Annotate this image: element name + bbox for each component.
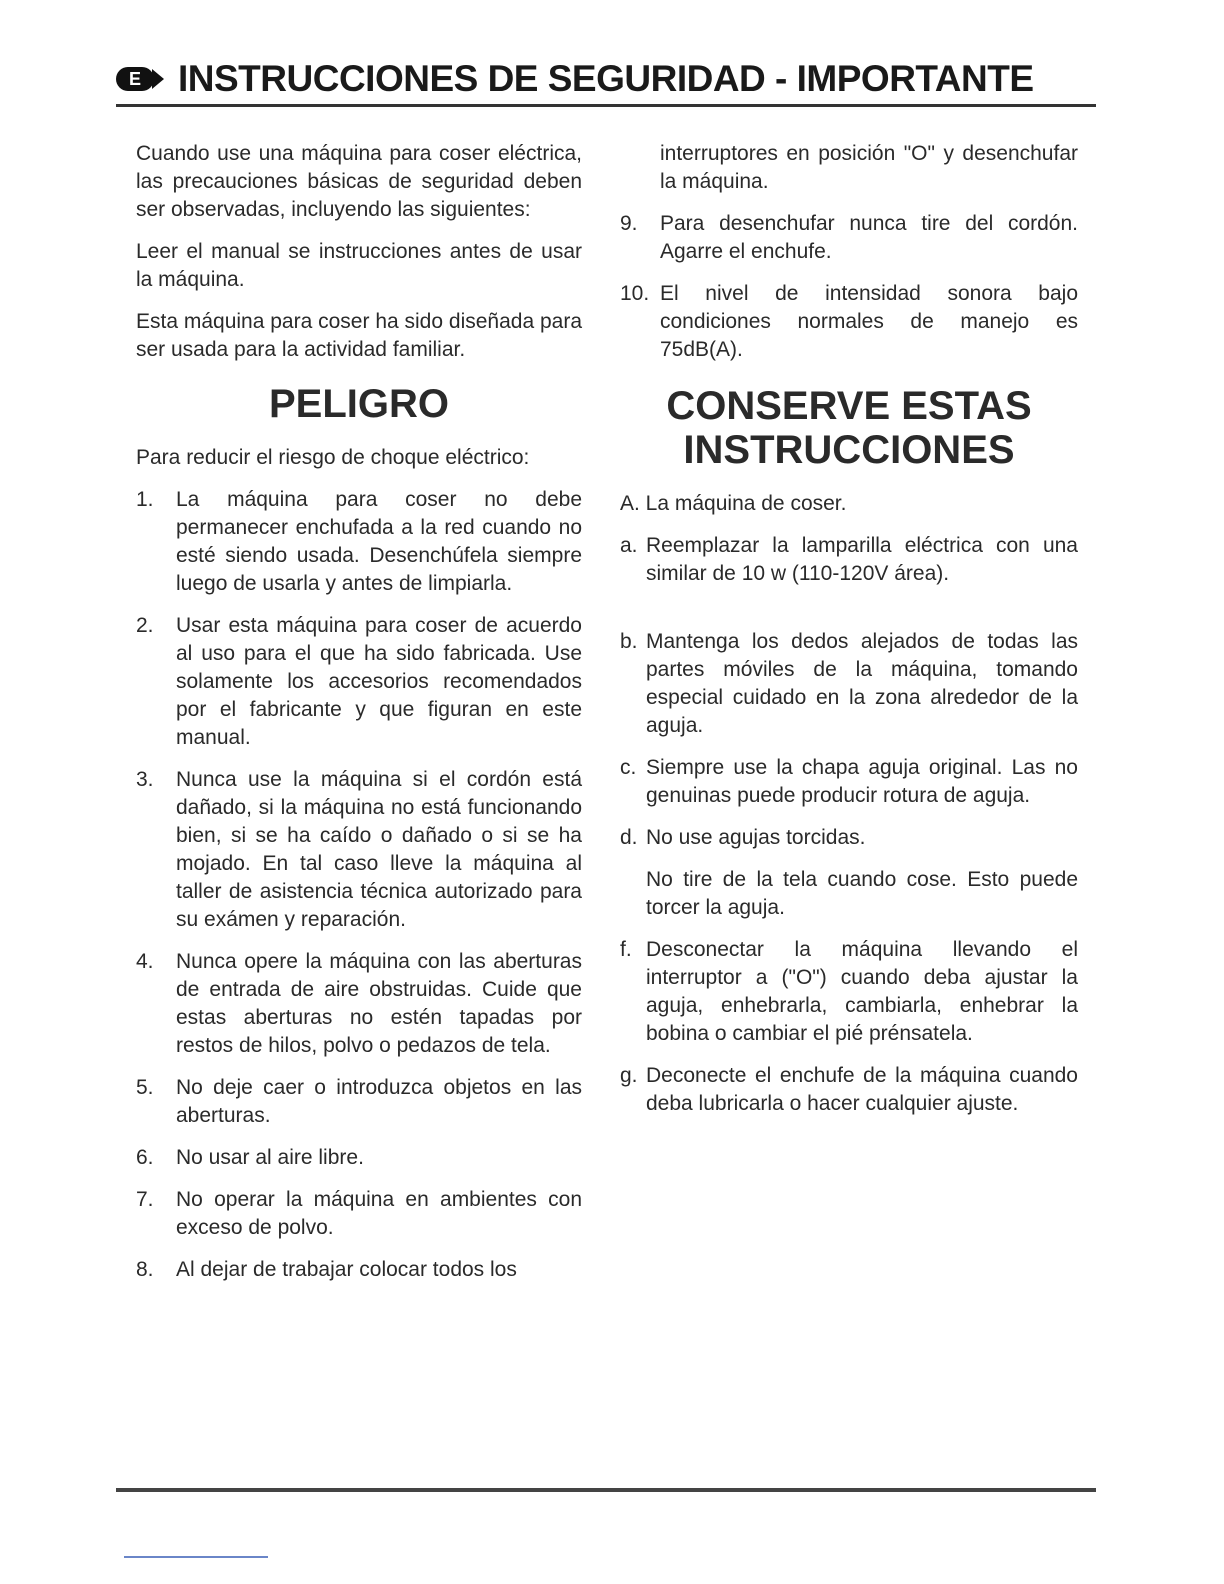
heading-line: CONSERVE ESTAS (666, 384, 1032, 428)
section-a: A. La máquina de coser. (620, 492, 847, 515)
item-letter: b. (620, 630, 638, 653)
item-continuation: interruptores en posición "O" y desenchufar la máquina. (660, 142, 1078, 193)
item-text: Desconectar la máquina llevando el interruptor a ("O") cuando deba ajustar la aguja, enhebrarla, cambiarla, enhebrar la bobina o cambiar el pié prénsatela. (646, 938, 1078, 1045)
danger-heading: PELIGRO (268, 382, 450, 426)
item-number: 8. (136, 1258, 154, 1281)
footer-rule (116, 1488, 1096, 1492)
item-number: 5. (136, 1076, 154, 1099)
item-number: 10. (620, 282, 650, 305)
item-number: 4. (136, 950, 154, 973)
item-text: Deconecte el enchufe de la máquina cuando deba lubricarla o hacer cualquier ajuste. (646, 1064, 1078, 1115)
item-text: Al dejar de trabajar colocar todos los (176, 1258, 517, 1281)
list-item (136, 1144, 582, 1172)
item-text: Usar esta máquina para coser de acuerdo al uso para el que ha sido fabricada. Use solamente los accesorios recomendados por el fabricante y que figuran en este manual. (176, 614, 582, 749)
item-text: Mantenga los dedos alejados de todas las partes móviles de la máquina, tomando especial cuidado en la zona alrededor de la aguja. (646, 630, 1078, 737)
item-letter: f. (620, 938, 632, 961)
item-text: Reemplazar la lamparilla eléctrica con una similar de 10 w (110-120V área). (646, 534, 1078, 585)
item-number: 9. (620, 212, 638, 235)
list-item (620, 1062, 1078, 1118)
scan-mark-line (124, 1556, 268, 1558)
list-item (620, 532, 1078, 588)
item-number: 1. (136, 488, 154, 511)
intro-paragraph: Esta máquina para coser ha sido diseñada para ser usada para la actividad familiar. (136, 310, 582, 361)
item-number: 7. (136, 1188, 154, 1211)
language-badge-icon (116, 67, 164, 91)
list-item (136, 1074, 582, 1130)
page-title: INSTRUCCIONES DE SEGURIDAD - IMPORTANTE (178, 58, 1034, 99)
intro-paragraph: Leer el manual se instrucciones antes de usar la máquina. (136, 240, 582, 291)
list-item (136, 948, 582, 1060)
left-column (136, 140, 582, 1298)
list-item (620, 210, 1078, 266)
heading-line: INSTRUCCIONES (683, 428, 1015, 472)
item-text: No deje caer o introduzca objetos en las aberturas. (176, 1076, 582, 1127)
item-number: 6. (136, 1146, 154, 1169)
item-text: Para desenchufar nunca tire del cordón. Agarre el enchufe. (660, 212, 1078, 263)
item-text: Nunca opere la máquina con las aberturas de entrada de aire obstruidas. Cuide que estas aberturas no estén tapadas por restos de hilos, polvo o pedazos de tela. (176, 950, 582, 1057)
item-text: El nivel de intensidad sonora bajo condiciones normales de manejo es 75dB(A). (660, 282, 1078, 361)
list-item (136, 1186, 582, 1242)
item-text: Siempre use la chapa aguja original. Las no genuinas puede producir rotura de aguja. (646, 756, 1078, 807)
item-number: 2. (136, 614, 154, 637)
danger-intro: Para reducir el riesgo de choque eléctrico: (136, 446, 530, 469)
arrow-icon (152, 69, 164, 89)
intro-paragraph: Cuando use una máquina para coser eléctrica, las precauciones básicas de seguridad deben ser observadas, incluyendo las siguientes: (136, 142, 582, 221)
list-item (136, 1256, 582, 1284)
item-text: Nunca use la máquina si el cordón está dañado, si la máquina no está funcionando bien, si se ha caído o dañado o si se ha mojado. En tal caso lleve la máquina al taller de asistencia técnica autorizado para su exámen y reparación. (176, 768, 582, 931)
list-item (620, 824, 1078, 852)
item-number: 3. (136, 768, 154, 791)
item-text: La máquina para coser no debe permanecer enchufada a la red cuando no esté siendo usada. Desenchúfela siempre luego de usarla y antes de limpiarla. (176, 488, 582, 595)
list-item (620, 280, 1078, 364)
item-letter: d. (620, 826, 638, 849)
list-item (620, 754, 1078, 810)
language-badge-letter: E (116, 67, 154, 91)
list-item (136, 612, 582, 752)
keep-instructions-heading (620, 384, 1078, 472)
list-item (620, 936, 1078, 1048)
list-item (136, 486, 582, 598)
item-text: No use agujas torcidas. (646, 826, 866, 849)
list-item (620, 628, 1078, 740)
header-rule (116, 104, 1096, 107)
item-text: No usar al aire libre. (176, 1146, 364, 1169)
page-header (116, 58, 1096, 100)
item-letter: a. (620, 534, 638, 557)
right-column (620, 140, 1078, 1132)
list-item (136, 766, 582, 934)
item-d-extra: No tire de la tela cuando cose. Esto puede torcer la aguja. (646, 868, 1078, 919)
item-text: No operar la máquina en ambientes con exceso de polvo. (176, 1188, 582, 1239)
item-letter: c. (620, 756, 637, 779)
item-letter: g. (620, 1064, 638, 1087)
